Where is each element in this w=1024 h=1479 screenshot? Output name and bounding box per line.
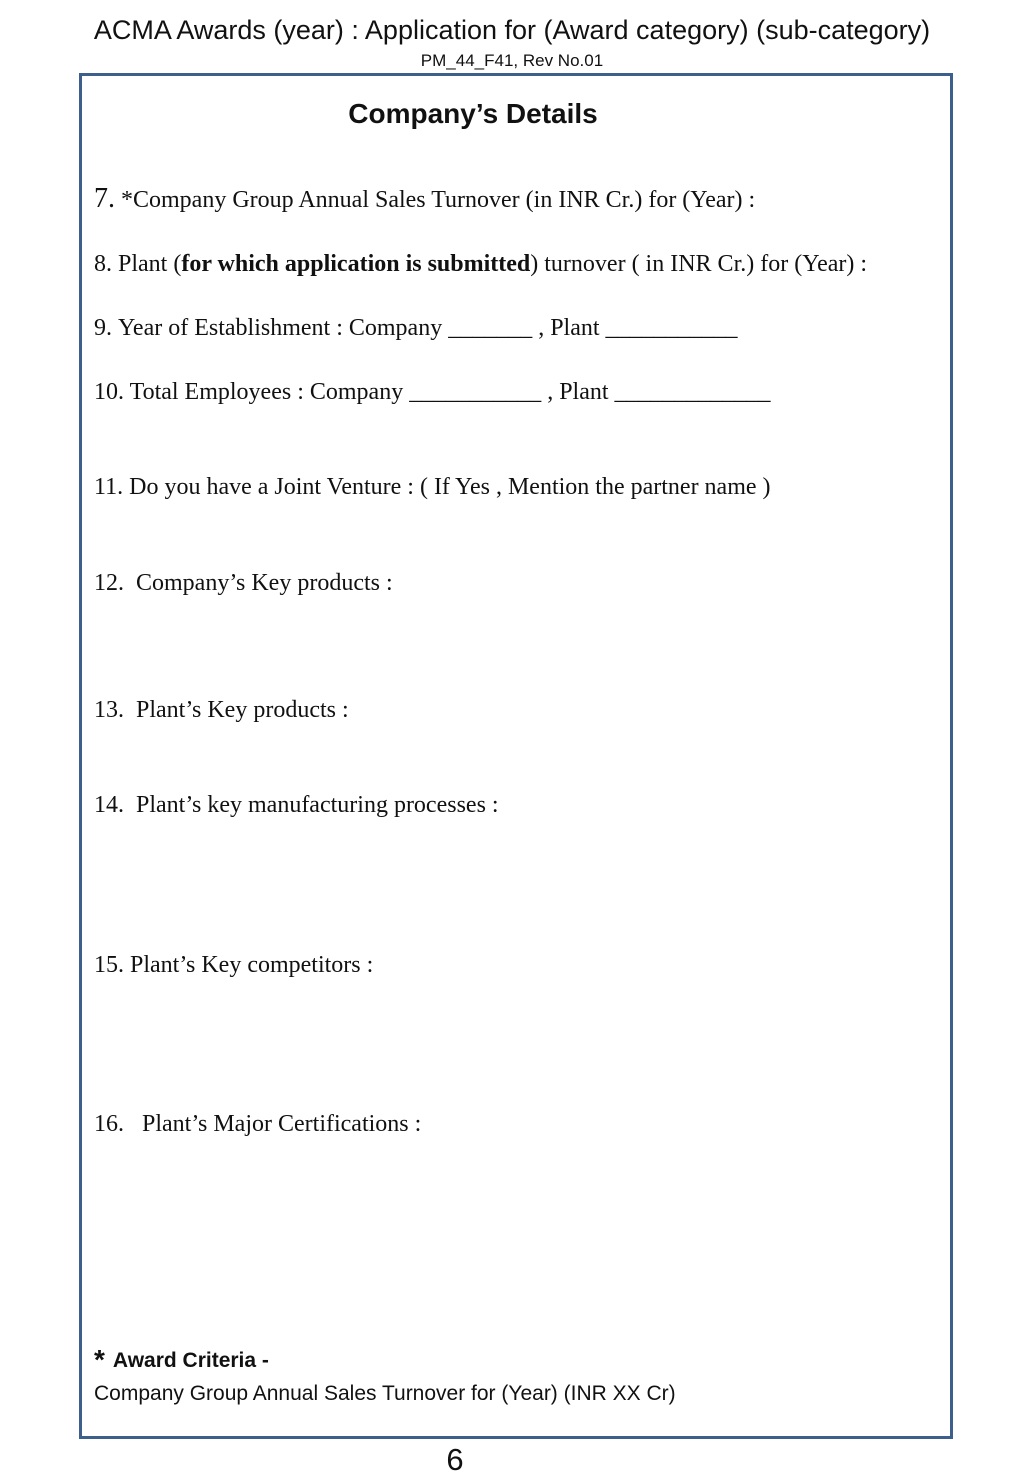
field-13-plant-key-products <box>94 695 349 725</box>
field-number: 12. <box>94 570 124 596</box>
field-label: Total Employees : Company ___________ , Plant _____________ <box>129 379 771 405</box>
field-label: Year of Establishment : Company _______ , Plant ___________ <box>118 315 738 341</box>
field-label: Do you have a Joint Venture : ( If Yes , Mention the partner name ) <box>129 474 771 500</box>
field-9-year-of-establishment <box>94 313 738 343</box>
field-label: Plant’s Key products : <box>136 697 349 723</box>
field-number: 14. <box>94 792 124 818</box>
field-label: Plant’s Key competitors : <box>130 952 374 978</box>
field-label-start: Plant ( <box>118 251 182 277</box>
page-number: 6 <box>446 1442 464 1477</box>
field-15-key-competitors <box>94 950 373 980</box>
award-criteria-heading <box>94 1345 269 1376</box>
field-12-company-key-products <box>94 568 393 598</box>
field-16-major-certifications <box>94 1109 421 1139</box>
award-criteria-title: Award Criteria - <box>112 1349 269 1372</box>
award-criteria-text: Company Group Annual Sales Turnover for (Year) (INR XX Cr) <box>94 1382 676 1405</box>
field-8-plant-turnover <box>94 249 867 279</box>
field-11-joint-venture <box>94 472 771 502</box>
field-number: 10. <box>94 379 124 405</box>
field-14-manufacturing-processes <box>94 790 499 820</box>
field-label-emphasis: for which application is submitted <box>181 251 531 277</box>
field-label: *Company Group Annual Sales Turnover (in INR Cr.) for (Year) : <box>121 187 756 213</box>
field-number: 7. <box>94 183 115 214</box>
field-label: Company’s Key products : <box>136 570 393 596</box>
field-number: 11. <box>94 474 124 500</box>
section-heading: Company’s Details <box>348 98 598 129</box>
field-number: 13. <box>94 697 124 723</box>
field-7-annual-sales-turnover <box>94 184 755 215</box>
field-label-end: ) turnover ( in INR Cr.) for (Year) : <box>530 251 868 277</box>
field-number: 8. <box>94 251 112 277</box>
asterisk-marker: * <box>94 1344 105 1375</box>
form-code: PM_44_F41, Rev No.01 <box>420 51 604 70</box>
field-label: Plant’s Major Certifications : <box>142 1111 422 1137</box>
page-title: ACMA Awards (year) : Application for (Award category) (sub-category) <box>93 15 931 45</box>
field-label: Plant’s key manufacturing processes : <box>136 792 499 818</box>
field-10-total-employees <box>94 377 771 407</box>
field-number: 9. <box>94 315 112 341</box>
field-number: 16. <box>94 1111 124 1137</box>
field-number: 15. <box>94 952 124 978</box>
